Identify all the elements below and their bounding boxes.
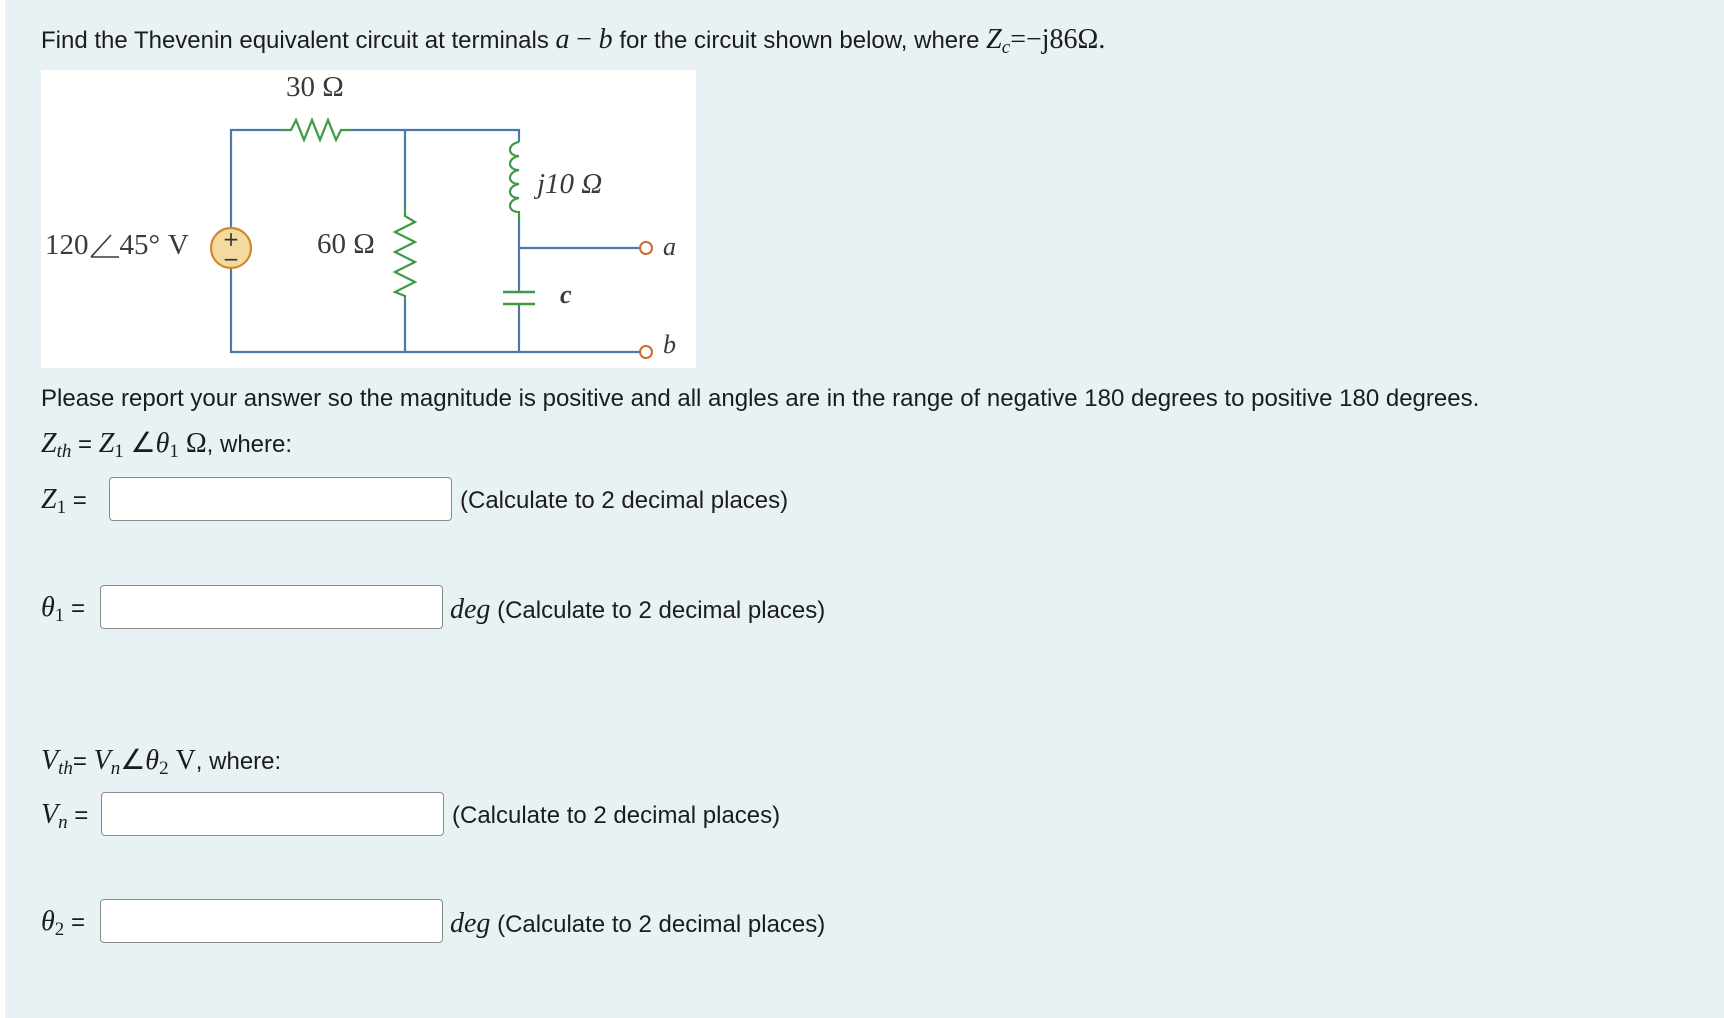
theta1-label	[41, 594, 85, 625]
z1-label	[41, 486, 87, 517]
theta2-subscript: 2	[159, 758, 169, 779]
circuit-diagram	[41, 70, 696, 368]
source-magnitude: 120	[45, 229, 89, 261]
source-label	[45, 231, 189, 260]
z1-equals: =	[72, 487, 87, 514]
theta2-unit: deg	[450, 908, 491, 939]
zth-definition	[41, 430, 292, 461]
zc-value: =−j86Ω.	[1010, 24, 1106, 55]
theta2-label	[41, 908, 85, 939]
theta2-symbol: θ	[145, 745, 160, 776]
terminal-b-label: b	[663, 330, 676, 359]
vn-symbol: V	[93, 745, 111, 776]
inductor-icon	[510, 142, 519, 222]
source-angle	[89, 231, 162, 260]
vn-subscript: n	[110, 758, 121, 779]
vth-symbol: V	[41, 745, 59, 776]
wire-top-left	[231, 130, 281, 230]
zc-subscript: c	[1001, 37, 1011, 58]
theta1-hint-row	[450, 596, 825, 624]
vth-subscript: th	[58, 758, 73, 779]
theta-symbol: θ	[155, 428, 170, 459]
theta2-hint: (Calculate to 2 decimal places)	[497, 911, 826, 938]
terminal-a-ref: a	[555, 24, 570, 55]
vn-label	[41, 801, 88, 832]
z1-hint: (Calculate to 2 decimal places)	[460, 487, 789, 514]
z1-label-symbol: Z	[41, 484, 57, 515]
ohm-unit: Ω	[178, 428, 207, 459]
question-prompt: Find the Thevenin equivalent circuit at terminals	[41, 27, 549, 54]
terminal-a-node-icon	[640, 242, 652, 254]
terminal-b-node-icon	[640, 346, 652, 358]
angle2-symbol: ∠	[120, 745, 146, 776]
resistor-60-icon	[395, 206, 415, 302]
theta1-label-subscript: 1	[54, 605, 65, 626]
zth-equals: =	[71, 431, 99, 458]
source-unit: V	[167, 229, 189, 261]
vth-equals: =	[72, 748, 94, 775]
source-minus-sign: −	[222, 247, 240, 271]
theta2-input[interactable]	[100, 899, 443, 943]
volt-unit: V	[168, 745, 196, 776]
inductor-label: j10 Ω	[537, 168, 603, 200]
terminal-b-ref: b	[598, 24, 613, 55]
terminal-a-label: a	[663, 232, 676, 261]
vth-definition	[41, 747, 281, 778]
zth-subscript: th	[56, 441, 72, 462]
resistor-30-icon	[281, 120, 351, 140]
vn-label-subscript: n	[58, 812, 68, 833]
source-angle-value: 45°	[119, 229, 161, 261]
question-text	[41, 26, 1105, 57]
source-plus-sign: +	[222, 227, 240, 251]
theta1-unit: deg	[450, 594, 491, 625]
instructions-text: Please report your answer so the magnitude is positive and all angles are in the range of negative 180 degrees to positive 180 degrees.	[41, 385, 1480, 412]
angle-icon	[89, 233, 121, 259]
wire-bottom	[231, 266, 641, 352]
zc-symbol: Z	[986, 24, 1002, 55]
wire-top-right	[351, 130, 519, 142]
z1-symbol: Z	[98, 428, 115, 459]
theta2-label-subscript: 2	[54, 919, 65, 940]
capacitor-label: c	[560, 280, 572, 309]
r2-label: 60 Ω	[317, 228, 375, 260]
zth-tail: , where:	[206, 431, 293, 458]
theta2-label-symbol: θ	[41, 906, 55, 937]
theta1-hint: (Calculate to 2 decimal places)	[497, 597, 826, 624]
vn-hint: (Calculate to 2 decimal places)	[452, 802, 781, 829]
angle-symbol: ∠	[130, 428, 156, 459]
z1-input[interactable]	[109, 477, 452, 521]
theta2-hint-row	[450, 910, 825, 938]
theta2-equals: =	[70, 909, 85, 936]
theta1-equals: =	[70, 595, 85, 622]
vn-label-symbol: V	[41, 799, 59, 830]
theta1-input[interactable]	[100, 585, 443, 629]
zth-symbol: Z	[41, 428, 57, 459]
vn-equals: =	[74, 802, 89, 829]
z1-label-subscript: 1	[56, 497, 67, 518]
vth-tail: , where:	[195, 748, 282, 775]
question-prompt-tail: for the circuit shown below, where	[619, 27, 980, 54]
z1-subscript: 1	[114, 441, 124, 462]
dash: −	[576, 24, 592, 55]
theta1-label-symbol: θ	[41, 592, 55, 623]
r1-label: 30 Ω	[286, 71, 344, 103]
theta1-subscript: 1	[169, 441, 179, 462]
vn-input[interactable]	[101, 792, 444, 836]
